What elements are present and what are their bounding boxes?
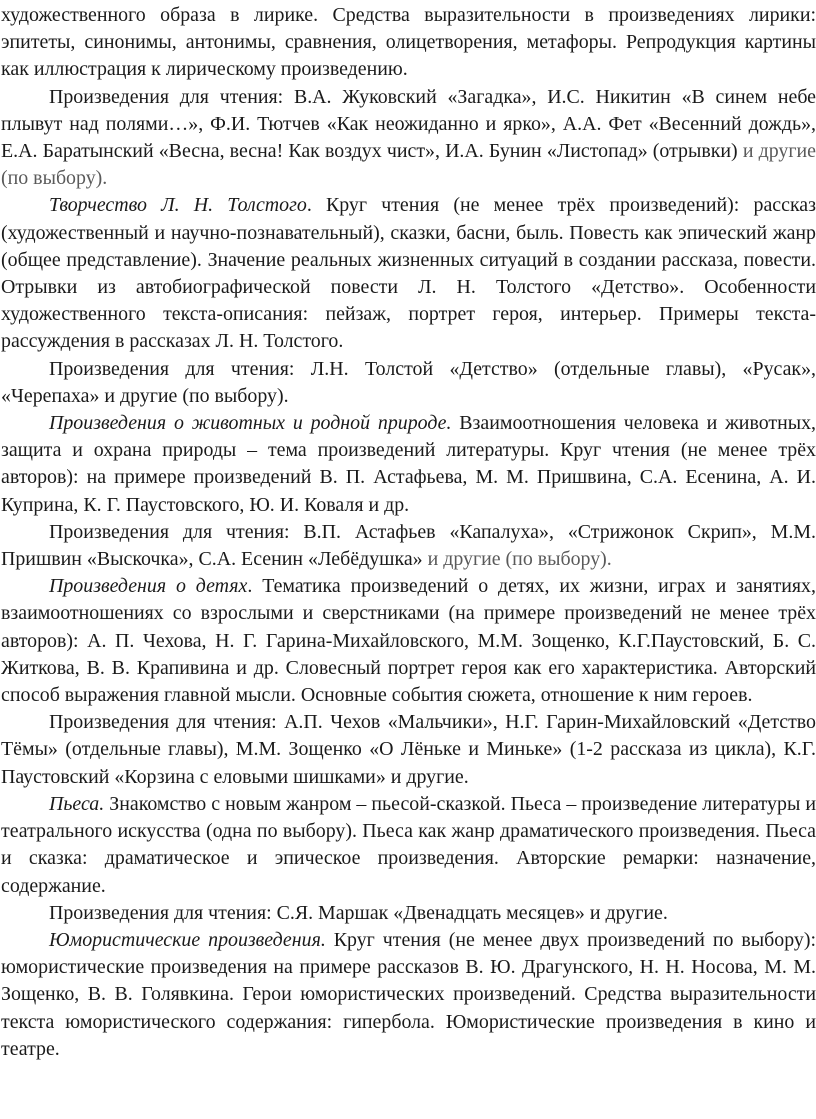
paragraph-muted-tail: и другие (по выбору). [422,548,612,571]
paragraph-text: Произведения для чтения: А.П. Чехов «Мальчики», Н.Г. Гарин-Михайловский «Детство Тёмы» (отдельные главы), М.М. Зощенко «О Лёньке и Миньке» (1-2 рассказа из цикла), К.Г. Паустовский «Корзина с еловыми шишками» и другие. [1,711,816,788]
paragraph-text: . Тематика произведений о детях, их жизни, играх и занятиях, взаимоотношениях со взрослыми и сверстниками (на примере произведений не менее трёх авторов): А. П. Чехова, Н. Г. Гарина-Михайловского, М.М. Зощенко, К.Г.Паустовский, Б. С. Житкова, В. В. Крапивина и др. Словесный портрет героя как его характеристика. Авторский способ выражения главной мысли. Основные события сюжета, отношение к ним героев. [1,575,816,707]
paragraph-text: Знакомство с новым жанром – пьесой-сказкой. Пьеса – произведение литературы и театрального искусства (одна по выбору). Пьеса как жанр драматического произведения. Пьеса и сказка: драматическое и эпическое произведения. Авторские ремарки: назначение, содержание. [1,792,816,897]
paragraph-italic-heading: Произведения о детях [49,575,248,598]
paragraph-text: Произведения для чтения: Л.Н. Толстой «Детство» (отдельные главы), «Русак», «Черепаха» и другие (по выбору). [1,357,816,407]
paragraph-text: . Круг чтения (не менее трёх произведений): рассказ (художественный и научно-познавательный), сказки, басни, быль. Повесть как эпический жанр (общее представление). Значение реальных жизненных ситуаций в создании рассказа, повести. Отрывки из автобиографической повести Л. Н. Толстого «Детство». Особенности художественного текста-описания: пейзаж, портрет героя, интерьер. Примеры текста-рассуждения в рассказах Л. Н. Толстого. [1,194,816,353]
paragraph-reading-tolstoy [0,356,816,410]
paragraph-children [0,573,816,709]
paragraph-text: Круг чтения (не менее двух произведений по выбору): юмористические произведения на примере рассказов В. Ю. Драгунского, Н. Н. Носова, М. М. Зощенко, В. В. Голявкина. Герои юмористических произведений. Средства выразительности текста юмористического содержания: гипербола. Юмористические произведения в кино и театре. [1,928,816,1060]
paragraph-play [0,791,816,900]
paragraph-humor [0,927,816,1063]
paragraph-reading-children [0,709,816,791]
paragraph-reading-lyrics [0,84,816,193]
paragraph-italic-heading: Произведения о животных и родной природе. [49,412,452,435]
paragraph-reading-play [0,900,816,927]
paragraph-text: Произведения для чтения: В.П. Астафьев «Капалуха», «Стрижонок Скрип», М.М. Пришвин «Выскочка», С.А. Есенин «Лебёдушка» [1,520,816,571]
paragraph-muted-tail: и другие (по выбору). [1,140,816,190]
paragraph-text: Произведения для чтения: С.Я. Маршак «Двенадцать месяцев» и другие. [49,901,668,924]
paragraph-lyric-means [0,2,816,84]
paragraph-text: Произведения для чтения: В.А. Жуковский «Загадка», И.С. Никитин «В синем небе плывут над полями…», Ф.И. Тютчев «Как неожиданно и ярко», А.А. Фет «Весенний дождь», Е.А. Баратынский «Весна, весна! Как воздух чист», И.А. Бунин «Листопад» (отрывки) [1,85,816,163]
paragraph-text: Взаимоотношения человека и животных, защита и охрана природы – тема произведений литературы. Круг чтения (не менее трёх авторов): на примере произведений В. П. Астафьева, М. М. Пришвина, С.А. Есенина, А. И. Куприна, К. Г. Паустовского, Ю. И. Коваля и др. [1,412,816,516]
paragraph-text: художественного образа в лирике. Средства выразительности в произведениях лирики: эпитеты, синонимы, антонимы, сравнения, олицетворения, метафоры. Репродукция картины как иллюстрация к лирическому произведению. [1,4,816,81]
paragraph-tolstoy [0,192,816,355]
paragraph-italic-heading: Пьеса. [49,792,105,815]
paragraph-italic-heading: Юмористические произведения. [49,928,326,951]
paragraph-reading-animals [0,519,816,573]
paragraph-animals-nature [0,410,816,519]
paragraph-italic-heading: Творчество Л. Н. Толстого [49,194,307,217]
